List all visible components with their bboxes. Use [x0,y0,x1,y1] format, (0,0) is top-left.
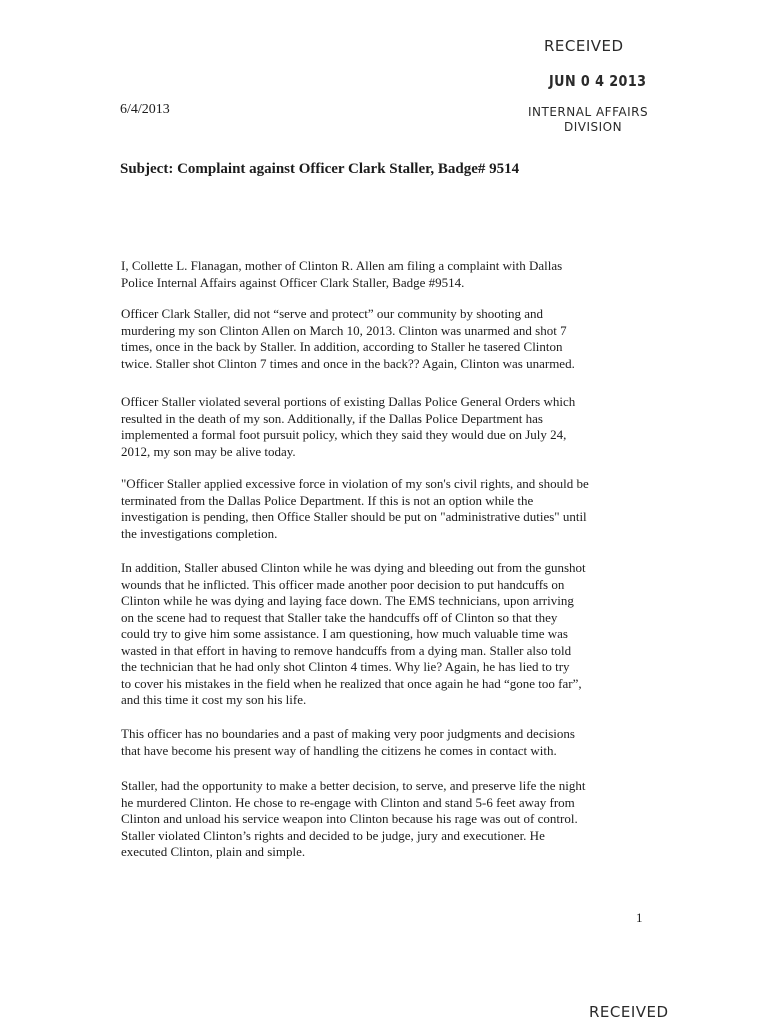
page-number: 1 [636,910,643,925]
department-stamp-line-2: DIVISION [564,120,623,134]
paragraph-line: the technician that he had only shot Clinton 4 times. Why lie? Again, he has lied to try [121,659,570,674]
paragraph-line: terminated from the Dallas Police Department. If this is not an option while the [121,492,534,508]
paragraph-line: This officer has no boundaries and a past of making very poor judgments and decisions [121,726,575,741]
paragraph-1 [121,258,651,291]
paragraph-line: and this time it cost my son his life. [121,692,307,707]
paragraph-line: Officer Staller violated several portions of existing Dallas Police General Orders which [121,394,576,409]
paragraph-line: the investigations completion. [121,525,278,541]
paragraph-line: executed Clinton, plain and simple. [121,844,306,859]
paragraph-line: twice. Staller shot Clinton 7 times and once in the back?? Again, Clinton was unarmed. [121,355,575,371]
paragraph-line: Staller violated Clinton’s rights and decided to be judge, jury and executioner. He [121,827,545,843]
paragraph-line: 2012, my son may be alive today. [121,443,296,459]
letter-subject: Subject: Complaint against Officer Clark Staller, Badge# 9514 [120,161,520,177]
paragraph-line: "Officer Staller applied excessive force in violation of my son's civil rights, and should be [121,476,589,491]
paragraph-7 [121,778,651,861]
paragraph-line: to cover his mistakes in the field when he realized that once again he had “gone too far”, [121,675,582,691]
paragraph-line: wasted in that effort in having to remove handcuffs from a dying man. Staller also told [121,642,572,658]
paragraph-line: implemented a formal foot pursuit policy, which they said they would due on July 24, [121,427,567,442]
paragraph-4 [121,476,651,542]
paragraph-line: investigation is pending, then Office Staller should be put on "administrative duties" until [121,509,587,524]
letter-date: 6/4/2013 [120,102,170,117]
paragraph-line: Clinton while he was dying and laying face down. The EMS technicians, upon arriving [121,593,574,608]
paragraph-line: murdering my son Clinton Allen on March 10, 2013. Clinton was unarmed and shot 7 [121,322,567,338]
paragraph-line: Clinton and unload his service weapon into Clinton because his rage was out of control. [121,811,578,826]
paragraph-line: he murdered Clinton. He chose to re-engage with Clinton and stand 5-6 feet away from [121,794,575,810]
paragraph-line: wounds that he inflicted. This officer made another poor decision to put handcuffs on [121,576,565,592]
paragraph-line: Officer Clark Staller, did not “serve and protect” our community by shooting and [121,306,543,321]
paragraph-line: on the scene had to request that Staller take the handcuffs off of Clinton so that they [121,609,558,625]
paragraph-line: resulted in the death of my son. Additionally, if the Dallas Police Department has [121,410,543,426]
paragraph-3 [121,394,651,460]
paragraph-5 [121,560,651,709]
paragraph-line: times, once in the back by Staller. In addition, according to Staller he tasered Clinton [121,339,563,354]
paragraph-line: I, Collette L. Flanagan, mother of Clinton R. Allen am filing a complaint with Dallas [121,258,563,273]
paragraph-line: Staller, had the opportunity to make a better decision, to serve, and preserve life the night [121,778,586,793]
received-stamp: RECEIVED [544,37,624,55]
received-date-stamp: JUN 0 4 2013 [549,72,647,90]
paragraph-6 [121,726,651,759]
paragraph-2 [121,306,651,372]
paragraph-line: Police Internal Affairs against Officer Clark Staller, Badge #9514. [121,274,465,290]
received-stamp-bottom: RECEIVED [589,1003,669,1021]
paragraph-line: that have become his present way of handling the citizens he comes in contact with. [121,742,557,758]
department-stamp-line-1: INTERNAL AFFAIRS [528,105,649,119]
paragraph-line: could try to give him some assistance. I am questioning, how much valuable time was [121,626,568,641]
paragraph-line: In addition, Staller abused Clinton while he was dying and bleeding out from the gunshot [121,560,586,575]
